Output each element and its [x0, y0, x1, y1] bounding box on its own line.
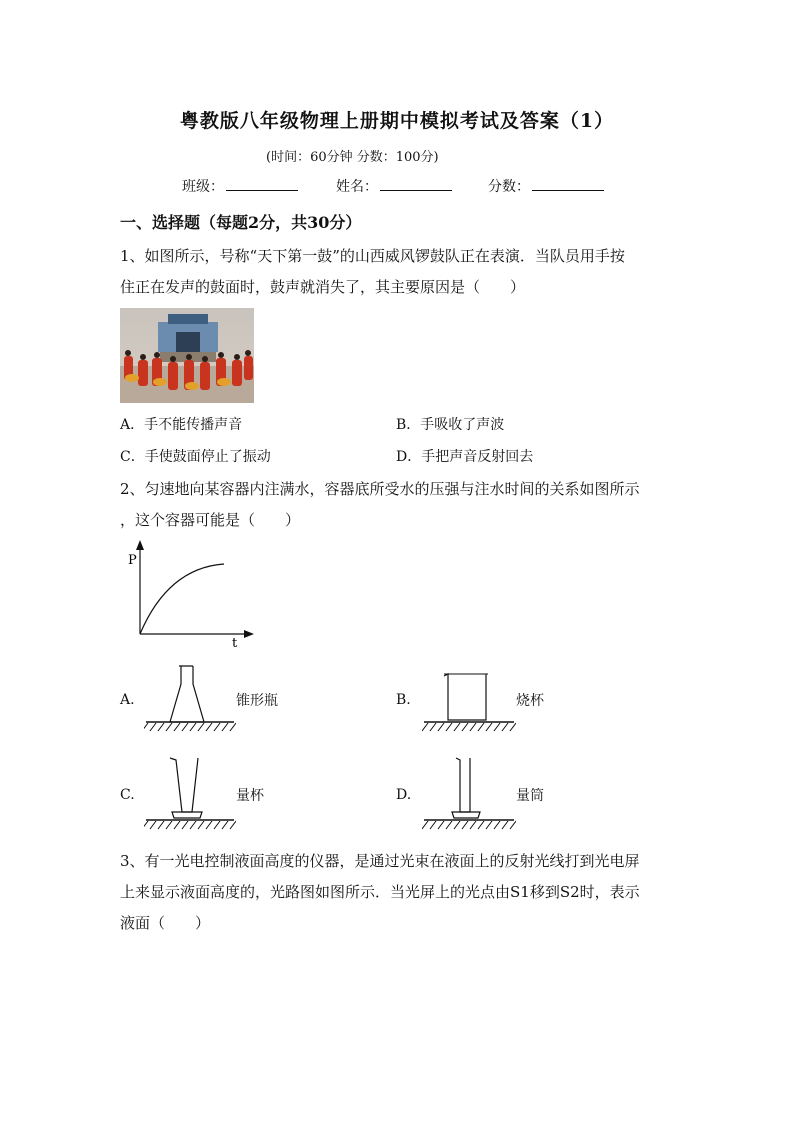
q2-option-d-letter: D.: [396, 787, 412, 803]
score-blank: [532, 176, 604, 191]
pressure-curve: [140, 564, 224, 634]
x-axis-arrow: [244, 630, 254, 638]
question-1-line-2: 住正在发声的鼓面时，鼓声就消失了，其主要原因是（ ）: [120, 278, 526, 296]
name-blank: [380, 176, 452, 191]
exam-time-score: (时间：60分钟 分数：100分): [266, 150, 439, 165]
name-field: [336, 176, 452, 196]
class-blank: [226, 176, 298, 191]
q2-option-c-name: 量杯: [236, 788, 264, 804]
q1-option-d: D．手把声音反射回去: [396, 449, 534, 465]
q2-option-a-letter: A.: [120, 692, 135, 708]
measuring-cup-figure: [144, 754, 236, 830]
q1-option-b: B．手吸收了声波: [396, 417, 505, 433]
score-label: 分数：: [488, 179, 530, 195]
y-axis-label: P: [128, 553, 137, 568]
question-3-line-3: 液面（ ）: [120, 914, 211, 932]
x-axis-label: t: [232, 636, 238, 650]
q1-option-a: A．手不能传播声音: [120, 417, 243, 433]
page-title: 粤教版八年级物理上册期中模拟考试及答案（1）: [179, 110, 615, 132]
drum-performance-photo: [120, 308, 254, 403]
y-axis-arrow: [136, 540, 144, 550]
q2-option-c-letter: C.: [120, 787, 135, 803]
section-heading: 一、选择题（每题2分，共30分）: [120, 213, 362, 232]
pressure-time-graph: [120, 538, 260, 650]
question-2-line-1: 2、匀速地向某容器内注满水，容器底所受水的压强与注水时间的关系如图所示: [120, 480, 640, 498]
class-label: 班级：: [182, 179, 224, 195]
question-3-line-2: 上来显示液面高度的，光路图如图所示．当光屏上的光点由S1移到S2时，表示: [120, 883, 640, 901]
name-label: 姓名：: [336, 179, 378, 195]
score-field: [488, 176, 604, 196]
q2-option-a-name: 锥形瓶: [236, 693, 278, 709]
question-3-line-1: 3、有一光电控制液面高度的仪器，是通过光束在液面上的反射光线打到光电屏: [120, 852, 640, 870]
question-1-line-1: 1、如图所示，号称“天下第一鼓”的山西威风锣鼓队正在表演．当队员用手按: [120, 247, 625, 265]
class-field: [182, 176, 298, 196]
beaker-figure: [422, 668, 516, 734]
question-2-line-2: ，这个容器可能是（ ）: [120, 511, 301, 529]
q2-option-b-name: 烧杯: [516, 693, 544, 709]
conical-flask-figure: [144, 664, 236, 734]
q2-option-d-name: 量筒: [516, 788, 544, 804]
graduated-cylinder-figure: [422, 754, 516, 830]
q2-option-b-letter: B.: [396, 692, 411, 708]
q1-option-c: C．手使鼓面停止了振动: [120, 449, 271, 465]
